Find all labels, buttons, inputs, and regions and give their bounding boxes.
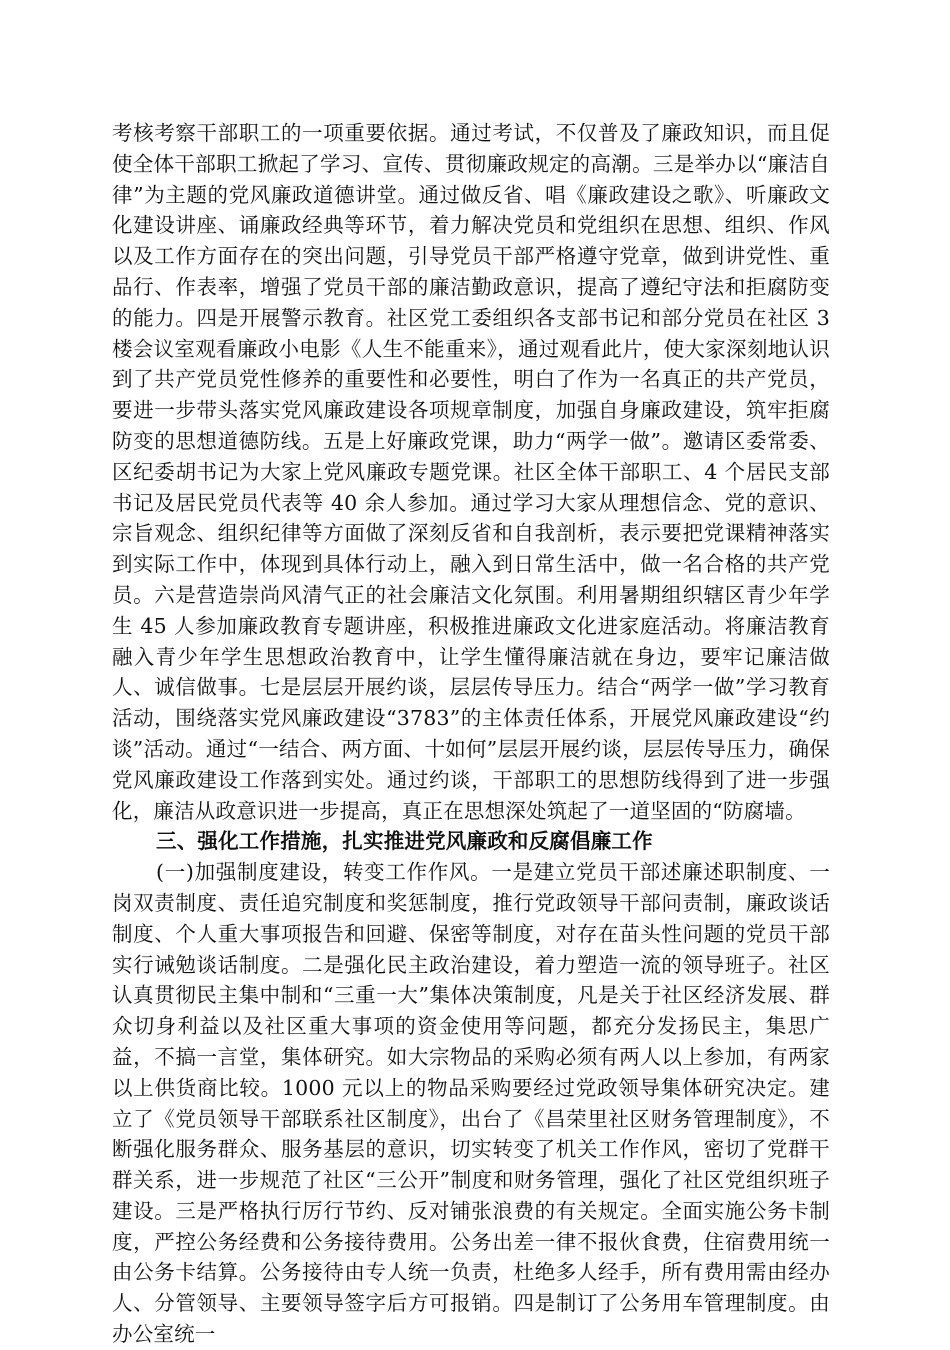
document-body xyxy=(112,118,830,1350)
body-paragraph-continued: 考核考察干部职工的一项重要依据。通过考试，不仅普及了廉政知识，而且促使全体干部职工掀起了学习、宣传、贯彻廉政规定的高潮。三是举办以“廉洁自律”为主题的党风廉政道德讲堂。通过做反省、唱《廉政建设之歌》、听廉政文化建设讲座、诵廉政经典等环节，着力解决党员和党组织在思想、组织、作风以及工作方面存在的突出问题，引导党员干部严格遵守党章，做到讲党性、重品行、作表率，增强了党员干部的廉洁勤政意识，提高了遵纪守法和拒腐防变的能力。四是开展警示教育。社区党工委组织各支部书记和部分党员在社区 3 楼会议室观看廉政小电影《人生不能重来》，通过观看此片，使大家深刻地认识到了共产党员党性修养的重要性和必要性，明白了作为一名真正的共产党员，要进一步带头落实党风廉政建设各项规章制度，加强自身廉政建设，筑牢拒腐防变的思想道德防线。五是上好廉政党课，助力“两学一做”。邀请区委常委、区纪委胡书记为大家上党风廉政专题党课。社区全体干部职工、4 个居民支部书记及居民党员代表等 40 余人参加。通过学习大家从理想信念、党的意识、宗旨观念、组织纪律等方面做了深刻反省和自我剖析，表示要把党课精神落实到实际工作中，体现到具体行动上，融入到日常生活中，做一名合格的共产党员。六是营造崇尚风清气正的社会廉洁文化氛围。利用暑期组织辖区青少年学生 45 人参加廉政教育专题讲座，积极推进廉政文化进家庭活动。将廉洁教育融入青少年学生思想政治教育中，让学生懂得廉洁就在身边，要牢记廉洁做人、诚信做事。七是层层开展约谈，层层传导压力。结合“两学一做”学习教育活动，围绕落实党风廉政建设“3783”的主体责任体系，开展党风廉政建设“约谈”活动。通过“一结合、两方面、十如何”层层开展约谈，层层传导压力，确保党风廉政建设工作落到实处。通过约谈，干部职工的思想防线得到了进一步强化，廉洁从政意识进一步提高，真正在思想深处筑起了一道坚固的“防腐墙。 xyxy=(112,121,830,823)
body-paragraph: (一)加强制度建设，转变工作作风。一是建立党员干部述廉述职制度、一岗双责制度、责任追究制度和奖惩制度，推行党政领导干部问责制，廉政谈话制度、个人重大事项报告和回避、保密等制度，对存在苗头性问题的党员干部实行诫勉谈话制度。二是强化民主政治建设，着力塑造一流的领导班子。社区认真贯彻民主集中制和“三重一大”集体决策制度，凡是关于社区经济发展、群众切身利益以及社区重大事项的资金使用等问题，都充分发扬民主，集思广益，不搞一言堂，集体研究。如大宗物品的采购必须有两人以上参加，有两家以上供货商比较。1000 元以上的物品采购要经过党政领导集体研究决定。建立了《党员领导干部联系社区制度》，出台了《昌荣里社区财务管理制度》，不断强化服务群众、服务基层的意识，切实转变了机关工作作风，密切了党群干群关系，进一步规范了社区“三公开”制度和财务管理，强化了社区党组织班子建设。三是严格执行厉行节约、反对铺张浪费的有关规定。全面实施公务卡制度，严控公务经费和公务接待费用。公务出差一律不报伙食费，住宿费用统一由公务卡结算。公务接待由专人统一负责，杜绝多人经手，所有费用需由经办人、分管领导、主要领导签字后方可报销。四是制订了公务用车管理制度。由办公室统一 xyxy=(112,860,830,1347)
section-heading: 三、强化工作措施，扎实推进党风廉政和反腐倡廉工作 xyxy=(156,829,653,854)
